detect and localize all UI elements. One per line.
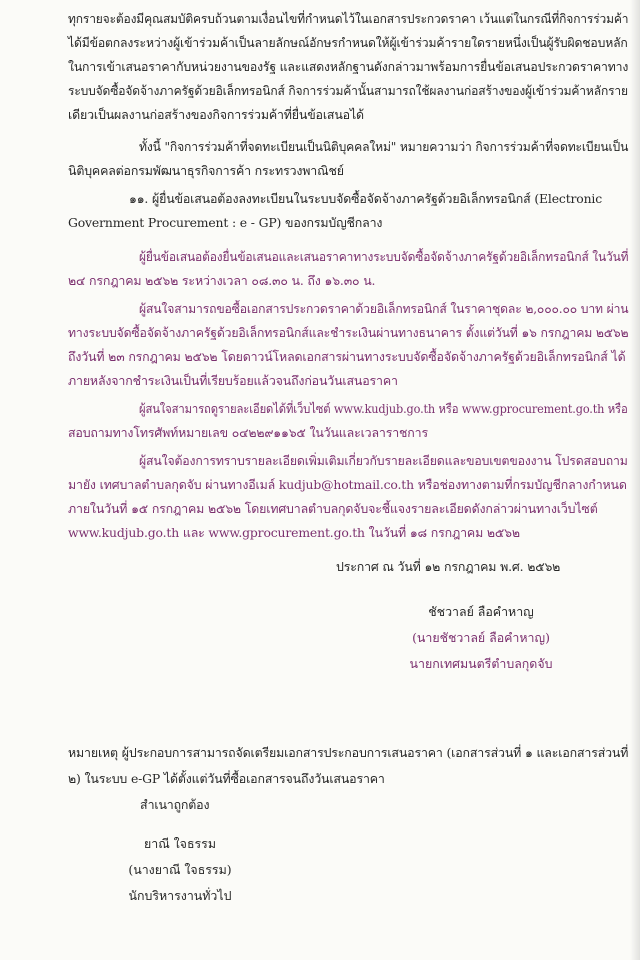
- certifier-signature: ยาณี ใจธรรม: [143, 836, 216, 851]
- signature: ชัชวาลย์ ลือคำหาญ: [428, 604, 534, 619]
- purchase-line: ภายหลังจากชำระเงินเป็นที่เรียบร้อยแล้วจนถึงก่อนวันเสนอราคา: [68, 373, 398, 388]
- note-line: ๒) ในระบบ e-GP ได้ตั้งแต่วันที่ซื้อเอกสารจนถึงวันเสนอราคา: [68, 771, 385, 786]
- inquiry-line: www.kudjub.go.th และ www.gprocurement.go.th ในวันที่ ๑๘ กรกฎาคม ๒๕๖๒: [68, 525, 520, 540]
- certified-block: [80, 836, 280, 906]
- website-line: ผู้สนใจสามารถดูรายละเอียดได้ที่เว็บไซต์ www.kudjub.go.th หรือ www.gprocurement.go.th หรือ: [139, 401, 628, 416]
- paragraph-line: ในการเข้าเสนอราคากับหน่วยงานของรัฐ และแสดงหลักฐานดังกล่าวมาพร้อมการยื่นข้อเสนอประกวดราคาทาง: [68, 59, 629, 74]
- purchase-line: ถึงวันที่ ๒๓ กรกฎาคม ๒๕๖๒ โดยดาวน์โหลดเอกสารผ่านทางระบบจัดซื้อจัดจ้างภาครัฐด้วยอิเล็กทรอนิกส์ ได้: [68, 349, 626, 364]
- clause-11-line: Government Procurement : e - GP) ของกรมบัญชีกลาง: [68, 215, 383, 230]
- note-line: หมายเหตุ ผู้ประกอบการสามารถจัดเตรียมเอกสารประกอบการเสนอราคา (เอกสารส่วนที่ ๑ และเอกสารส่วนที่: [68, 745, 629, 760]
- announcement-date: ประกาศ ณ วันที่ ๑๒ กรกฎาคม พ.ศ. ๒๕๖๒: [336, 559, 561, 574]
- submission-line: ผู้ยื่นข้อเสนอต้องยื่นข้อเสนอและเสนอราคาทางระบบจัดซื้อจัดจ้างภาครัฐด้วยอิเล็กทรอนิกส์ ในวันที่: [139, 249, 629, 264]
- paragraph-line: นิติบุคคลต่อกรมพัฒนาธุรกิจการค้า กระทรวงพาณิชย์: [68, 163, 344, 178]
- paragraph-line: ระบบจัดซื้อจัดจ้างภาครัฐด้วยอิเล็กทรอนิกส์ กิจการร่วมค้านั้นสามารถใช้ผลงานก่อสร้างของผู้เข้าร่วมค้าหลักราย: [68, 83, 628, 98]
- paragraph-line: เดียวเป็นผลงานก่อสร้างของกิจการร่วมค้าที่ยื่นข้อเสนอได้: [68, 107, 364, 122]
- clause-11-line: ๑๑. ผู้ยื่นข้อเสนอต้องลงทะเบียนในระบบจัดซื้อจัดจ้างภาครัฐด้วยอิเล็กทรอนิกส์ (Electronic: [129, 191, 603, 206]
- website-line: สอบถามทางโทรศัพท์หมายเลข ๐๔๒๒๙๑๑๖๕ ในวันและเวลาราชการ: [68, 425, 428, 440]
- signer-position: นายกเทศมนตรีตำบลกุดจับ: [409, 656, 553, 671]
- inquiry-line: ผู้สนใจต้องการทราบรายละเอียดเพิ่มเติมเกี่ยวกับรายละเอียดและขอบเขตของงาน โปรดสอบถาม: [139, 453, 628, 468]
- paragraph-line: ทุกรายจะต้องมีคุณสมบัติครบถ้วนตามเงื่อนไขที่กำหนดไว้ในเอกสารประกวดราคา เว้นแต่ในกรณีที่กิจการร่วมค้า: [68, 11, 629, 26]
- certifier-position: นักบริหารงานทั่วไป: [128, 888, 232, 903]
- scan-edge-shadow: [630, 0, 640, 960]
- purchase-line: ทางระบบจัดซื้อจัดจ้างภาครัฐด้วยอิเล็กทรอนิกส์และชำระเงินผ่านทางธนาคาร ตั้งแต่วันที่ ๑๖ กรกฎาคม ๒๕๖๒: [68, 325, 629, 340]
- paragraph-line: ได้มีข้อตกลงระหว่างผู้เข้าร่วมค้าเป็นลายลักษณ์อักษรกำหนดให้ผู้เข้าร่วมค้ารายใดรายหนึ่งเป็นผู้รับผิดชอบหลัก: [68, 35, 628, 50]
- signature-block: [381, 604, 581, 674]
- certifier-name: (นางยาณี ใจธรรม): [128, 862, 232, 877]
- inquiry-line: มายัง เทศบาลตำบลกุดจับ ผ่านทางอีเมล์ kudjub@hotmail.co.th หรือช่องทางตามที่กรมบัญชีกลางกำหนด: [68, 477, 627, 492]
- paragraph-line: ทั้งนี้ "กิจการร่วมค้าที่จดทะเบียนเป็นนิติบุคคลใหม่" หมายความว่า กิจการร่วมค้าที่จดทะเบียนเป็น: [139, 139, 629, 154]
- signer-name: (นายชัชวาลย์ ลือคำหาญ): [412, 630, 550, 645]
- certified-copy-label: สำเนาถูกต้อง: [140, 797, 210, 812]
- purchase-line: ผู้สนใจสามารถขอซื้อเอกสารประกวดราคาด้วยอิเล็กทรอนิกส์ ในราคาชุดละ ๒,๐๐๐.๐๐ บาท ผ่าน: [139, 301, 629, 316]
- submission-line: ๒๔ กรกฎาคม ๒๕๖๒ ระหว่างเวลา ๐๘.๓๐ น. ถึง ๑๖.๓๐ น.: [68, 273, 376, 288]
- inquiry-line: ภายในวันที่ ๑๕ กรกฎาคม ๒๕๖๒ โดยเทศบาลตำบลกุดจับจะชี้แจงรายละเอียดดังกล่าวผ่านทางเว็บไซต์: [68, 501, 598, 516]
